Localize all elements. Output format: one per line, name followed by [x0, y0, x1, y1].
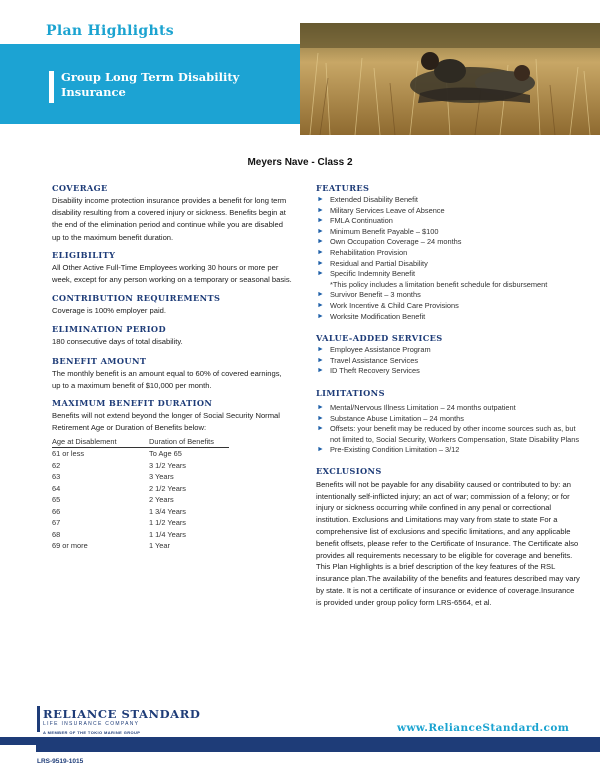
elimination-title: ELIMINATION PERIOD — [52, 324, 166, 335]
duration-cell: 1 Year — [149, 541, 170, 551]
triangle-bullet-icon: ► — [317, 403, 324, 411]
footer-stripe-tab — [36, 737, 600, 752]
list-item: ► Pre-Existing Condition Limitation – 3/12 — [317, 445, 460, 455]
list-item: ► Offsets: your benefit may be reduced by other income sources such as, but not limited to, Social Security, Workers Compensation, State Disability Plans — [317, 424, 580, 444]
logo-accent-bar — [37, 706, 40, 732]
features-list — [316, 195, 581, 322]
value-added-list — [316, 345, 581, 377]
list-item: ► ID Theft Recovery Services — [317, 366, 420, 376]
duration-cell: 2 Years — [149, 495, 174, 505]
benefit-amount-text: The monthly benefit is an amount equal to 60% of covered earnings, up to a maximum benefit of $10,000 per month. — [52, 368, 282, 390]
eligibility-title: ELIGIBILITY — [52, 249, 116, 260]
exclusions-text: Benefits will not be payable for any disability caused or contributed to by: an intentionally self-inflicted injury; an act of war; commission of a felony; or for injury or sickness occurring while confined in any penal or correctional institution. Exclusions and Limitations may vary from state to state For a comprehensive list of exclusions and specific limitations, and any applicable benefit offsets, please refer to the Certificate of Insurance. The Certificate also provides all requirements necessary to be eligible for coverage and benefits. This Plan Highlights is a brief description of the key features of the RSL insurance plan.The availability of the benefits and features described may vary by state. It is not a certificate of insurance or evidence of coverage.Insurance is provided under group policy form LRS-6564, et al. — [316, 479, 580, 607]
age-cell: 69 or more — [52, 541, 88, 551]
features-title: FEATURES — [316, 183, 370, 193]
limitations-list — [316, 403, 581, 456]
coverage-title: COVERAGE — [52, 183, 108, 193]
age-cell: 66 — [52, 506, 61, 516]
page-heading: Plan Highlights — [46, 23, 174, 39]
logo-main-text: RELIANCE STANDARD — [43, 707, 201, 721]
triangle-bullet-icon: ► — [317, 196, 324, 203]
list-item: ► Own Occupation Coverage – 24 months — [317, 237, 462, 247]
max-duration-text: Benefits will not extend beyond the longer of Social Security Normal Retirement Age or Duration of Benefits below: — [52, 411, 280, 433]
list-item: ► Work Incentive & Child Care Provisions — [317, 300, 459, 310]
list-item: ► Worksite Modification Benefit — [317, 311, 426, 321]
age-cell: 64 — [52, 483, 61, 493]
logo-member-text: A MEMBER OF THE TOKIO MARINE GROUP — [43, 730, 141, 735]
banner-accent-bar — [49, 71, 54, 103]
age-cell: 65 — [52, 495, 61, 505]
elimination-text: 180 consecutive days of total disability. — [52, 337, 183, 347]
triangle-bullet-icon: ► — [317, 259, 324, 267]
list-item: ► Military Services Leave of Absence — [317, 205, 445, 215]
list-item: ► Extended Disability Benefit — [317, 195, 418, 204]
triangle-bullet-icon: ► — [317, 227, 324, 235]
duration-cell: 3 1/2 Years — [149, 460, 186, 470]
logo-sub-text: LIFE INSURANCE COMPANY — [43, 721, 140, 727]
age-cell: 67 — [52, 518, 61, 528]
age-cell: 68 — [52, 529, 61, 539]
table-header-age: Age at Disablement — [52, 437, 149, 448]
triangle-bullet-icon: ► — [317, 446, 324, 454]
triangle-bullet-icon: ► — [317, 346, 324, 354]
website-link[interactable]: www.RelianceStandard.com — [397, 722, 570, 734]
duration-cell: 3 Years — [149, 472, 174, 482]
right-column — [316, 183, 581, 609]
table-row — [52, 540, 229, 552]
field-photo-illustration — [300, 23, 600, 135]
contribution-text: Coverage is 100% employer paid. — [52, 306, 166, 316]
class-name: Meyers Nave - Class 2 — [247, 157, 353, 168]
triangle-bullet-icon: ► — [317, 291, 324, 299]
table-row — [52, 529, 229, 541]
max-duration-title: MAXIMUM BENEFIT DURATION — [52, 398, 213, 409]
hero-photo — [300, 23, 600, 135]
duration-cell: 1 3/4 Years — [149, 506, 186, 516]
table-header-duration: Duration of Benefits — [149, 437, 229, 448]
banner-title: Group Long Term Disability Insurance — [61, 70, 240, 99]
triangle-bullet-icon: ► — [317, 238, 324, 246]
list-item: ► Survivor Benefit – 3 months — [317, 290, 421, 300]
exclusions-title: EXCLUSIONS — [316, 465, 382, 476]
triangle-bullet-icon: ► — [317, 270, 324, 278]
triangle-bullet-icon: ► — [317, 248, 324, 256]
eligibility-text: All Other Active Full-Time Employees working 30 hours or more per week, except for any person working on a temporary or seasonal basis. — [52, 262, 292, 285]
table-row — [52, 506, 229, 518]
triangle-bullet-icon: ► — [317, 414, 324, 422]
coverage-text: Disability income protection insurance provides a benefit for long term disability resulting from a covered injury or sickness. Benefits begin at the end of the elimination period and continue while you are disabled up to the maximum benefit duration. — [52, 196, 287, 242]
benefit-duration-table — [52, 437, 229, 552]
duration-cell: 2 1/2 Years — [149, 483, 186, 493]
list-item: ► Employee Assistance Program — [317, 345, 431, 355]
list-item: ► Specific Indemnity Benefit — [317, 269, 416, 279]
list-item: ► Mental/Nervous Illness Limitation – 24 months outpatient — [317, 402, 516, 412]
duration-cell: 1 1/4 Years — [149, 529, 186, 539]
table-row — [52, 448, 229, 460]
triangle-bullet-icon: ► — [317, 206, 324, 214]
features-note: *This policy includes a limitation benefit schedule for disbursement — [330, 279, 548, 289]
value-added-title: VALUE-ADDED SERVICES — [316, 333, 443, 344]
list-item: ► Travel Assistance Services — [317, 355, 419, 365]
limitations-title: LIMITATIONS — [316, 387, 385, 398]
age-cell: 62 — [52, 460, 61, 470]
left-column — [52, 183, 292, 552]
table-row — [52, 517, 229, 529]
benefit-amount-title: BENEFIT AMOUNT — [52, 355, 147, 366]
duration-cell: 1 1/2 Years — [149, 518, 186, 528]
triangle-bullet-icon: ► — [317, 301, 324, 309]
triangle-bullet-icon: ► — [317, 312, 324, 320]
contribution-title: CONTRIBUTION REQUIREMENTS — [52, 293, 221, 304]
list-item: ► FMLA Continuation — [317, 216, 393, 226]
age-cell: 63 — [52, 472, 61, 482]
list-item: ► Residual and Partial Disability — [317, 258, 428, 268]
table-row — [52, 494, 229, 506]
list-item: ► Rehabilitation Provision — [317, 247, 408, 257]
list-item: ► Minimum Benefit Payable – $100 — [317, 226, 439, 236]
triangle-bullet-icon: ► — [317, 356, 324, 364]
triangle-bullet-icon: ► — [317, 217, 324, 225]
table-row — [52, 460, 229, 472]
triangle-bullet-icon: ► — [317, 425, 324, 433]
form-code: LRS-9519-1015 — [37, 758, 84, 765]
duration-cell: To Age 65 — [149, 449, 182, 459]
age-cell: 61 or less — [52, 449, 85, 459]
list-item: ► Substance Abuse Limitation – 24 months — [317, 413, 464, 423]
table-row — [52, 471, 229, 483]
triangle-bullet-icon: ► — [317, 367, 324, 375]
table-row — [52, 483, 229, 495]
